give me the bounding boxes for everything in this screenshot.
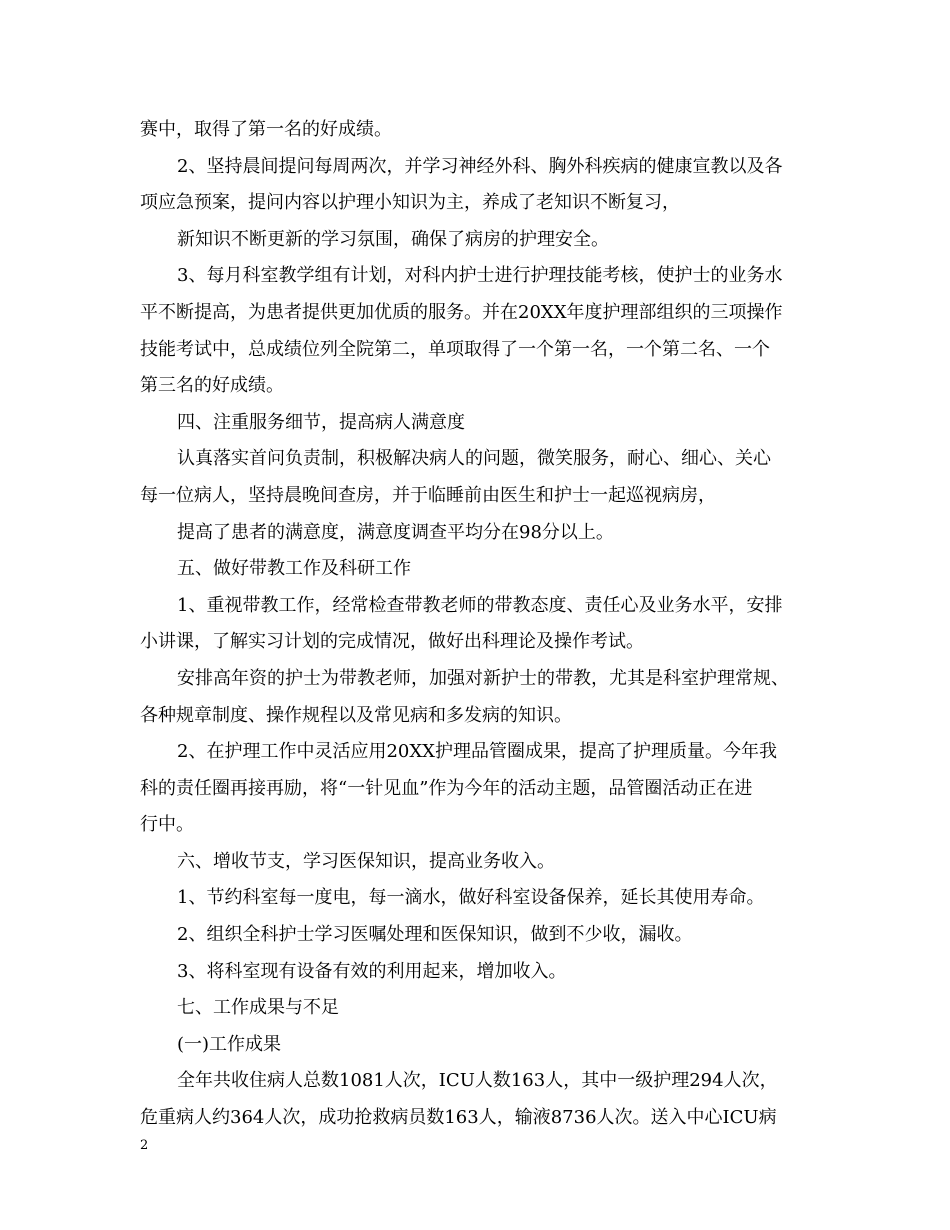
text-line: 六、增收节支，学习医保知识，提高业务收入。 [177,850,555,872]
page-number: 2 [140,1138,149,1153]
text-line: 平不断提高，为患者提供更加优质的服务。并在20XX年度护理部组织的三项操作 [140,301,783,323]
text-line: 技能考试中，总成绩位列全院第二，单项取得了一个第一名，一个第二名、一个 [140,338,770,360]
text-line: 七、工作成果与不足 [177,997,339,1019]
text-line: 五、做好带教工作及科研工作 [177,558,411,580]
document-body [140,112,812,1137]
text-line: 危重病人约364人次，成功抢救病员数163人，输液8736人次。送入中心ICU病 [140,1107,777,1129]
text-line: 2、坚持晨间提问每周两次，并学习神经外科、胸外科疾病的健康宣教以及各 [177,155,783,177]
text-line: 赛中，取得了第一名的好成绩。 [140,119,392,140]
text-line: 3、将科室现有设备有效的利用起来，增加收入。 [177,960,567,982]
text-line: (一)工作成果 [177,1033,282,1055]
text-line: 行中。 [140,814,194,836]
text-line: 2、在护理工作中灵活应用20XX护理品管圈成果，提高了护理质量。今年我 [177,741,777,763]
text-line: 小讲课，了解实习计划的完成情况，做好出科理论及操作考试。 [140,631,644,653]
text-line: 新知识不断更新的学习氛围，确保了病房的护理安全。 [177,228,609,250]
text-line: 全年共收住病人总数1081人次，ICU人数163人，其中一级护理294人次， [177,1070,778,1092]
text-line: 每一位病人，坚持晨晚间查房，并于临睡前由医生和护士一起巡视病房， [140,484,716,506]
text-line: 1、节约科室每一度电，每一滴水，做好科室设备保养，延长其使用寿命。 [177,887,765,909]
text-line: 1、重视带教工作，经常检查带教老师的带教态度、责任心及业务水平，安排 [177,594,783,616]
text-line: 四、注重服务细节，提高病人满意度 [177,411,465,433]
text-line: 各种规章制度、操作规程以及常见病和多发病的知识。 [140,704,572,726]
text-line: 第三名的好成绩。 [140,375,284,397]
text-line: 2、组织全科护士学习医嘱处理和医保知识，做到不少收，漏收。 [177,924,693,946]
text-line: 科的责任圈再接再励，将“一针见血”作为今年的活动主题，品管圈活动正在进 [140,777,753,799]
text-line: 提高了患者的满意度，满意度调查平均分在98分以上。 [177,521,614,543]
text-line: 项应急预案，提问内容以护理小知识为主，养成了老知识不断复习， [140,192,680,214]
text-line: 安排高年资的护士为带教老师，加强对新护士的带教，尤其是科室护理常规、 [177,667,789,689]
text-line: 认真落实首问负责制，积极解决病人的问题，微笑服务，耐心、细心、关心 [177,448,771,470]
text-line: 3、每月科室教学组有计划，对科内护士进行护理技能考核，使护士的业务水 [177,265,783,287]
